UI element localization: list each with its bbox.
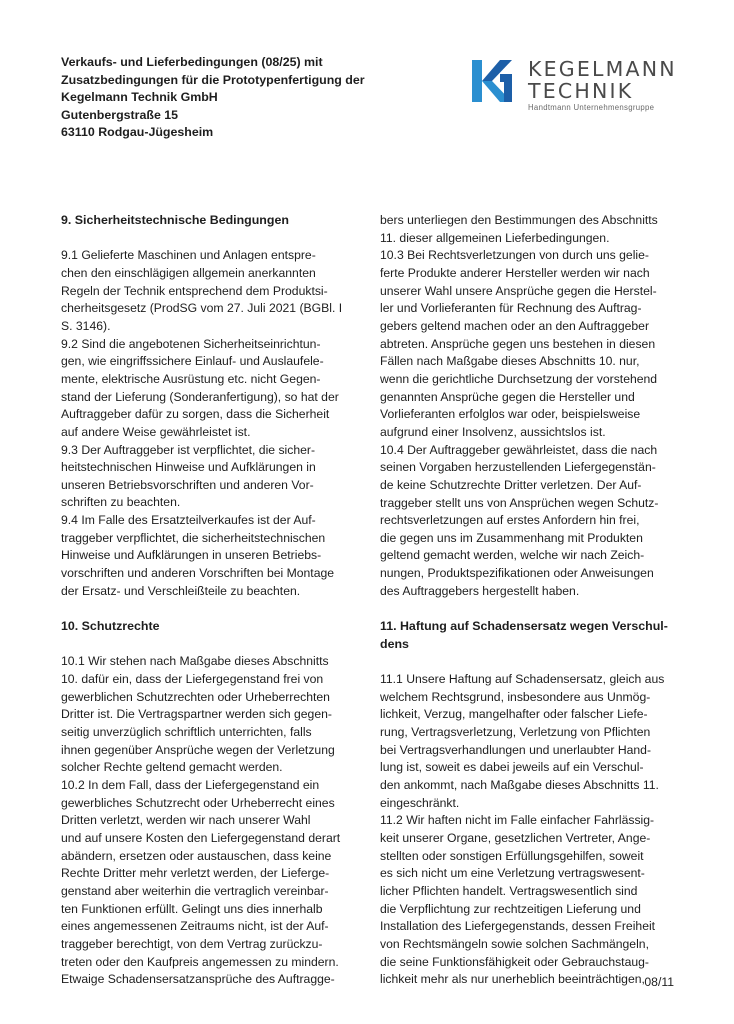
section-9-heading: 9. Sicherheitstechnische Bedingungen	[61, 213, 289, 227]
company-logo	[470, 56, 700, 112]
header-company-name: Kegelmann Technik GmbH	[61, 90, 218, 105]
header-title-line-2: Zusatzbedingungen für die Prototypenfertigung der	[61, 72, 365, 87]
paragraph-9-1: 9.1 Gelieferte Maschinen und Anlagen entspre- chen den einschlägigen allgemein anerkannten Regeln der Technik entsprechend dem Produktsi- cherheitsgesetz (ProdSG vom 27. Juli 2021 (BGBl. I S. 3146).	[61, 248, 343, 333]
section-11-heading: 11. Haftung auf Schadensersatz wegen Verschul- dens	[380, 619, 668, 651]
paragraph-9-4: 9.4 Im Falle des Ersatzteilverkaufes ist der Auf- traggeber verpflichtet, die sicherheitstechnischen Hinweise und Aufklärungen in unseren Betriebs- vorschriften und anderen Vorschriften bei Montage der Ersatz- und Verschleißteile zu beachten.	[61, 513, 335, 598]
right-column	[380, 212, 678, 989]
page-number: 08/11	[644, 975, 674, 989]
logo-word-kegelmann: KEGELMANN	[528, 57, 677, 81]
logo-word-technik: TECHNIK	[528, 79, 634, 103]
paragraph-10-4: 10.4 Der Auftraggeber gewährleistet, dass die nach seinen Vorgaben herzustellenden Liefergegenstän- de keine Schutzrechte Dritter verletzen. Der Auf- traggeber stellt uns von Ansprüchen wegen Schutz- rechtsverletzungen auf erstes Anfordern hin frei, die gegen uns im Zusammenhang mit Produkten geltend gemacht werden, welche wir nach Zeich- nungen, Produktspezifikationen oder Anweisungen des Auftraggebers hergestellt haben.	[380, 442, 659, 598]
paragraph-10-3: 10.3 Bei Rechtsverletzungen von durch uns gelie- ferte Produkte anderer Hersteller werden wir nach unserer Wahl unsere Ansprüche gegen die Herstel- ler und Vorlieferanten für Rechnung des Auftrag- gebers geltend machen oder an den Auftraggeber abtreten. Ansprüche gegen uns bestehen in diesen Fällen nach Maßgabe dieses Abschnitts 10. nur, wenn die gerichtliche Durchsetzung der vorstehend genannten Ansprüche gegen die Hersteller und Vorlieferanten erfolglos war oder, beispielsweise aufgrund einer Insolvenz, aussichtslos ist.	[380, 248, 658, 439]
header-city: 63110 Rodgau-Jügesheim	[61, 125, 214, 140]
document-header	[61, 54, 401, 142]
header-street: Gutenbergstraße 15	[61, 107, 179, 122]
logo-subtitle: Handtmann Unternehmensgruppe	[528, 103, 655, 112]
paragraph-11-1: 11.1 Unsere Haftung auf Schadensersatz, gleich aus welchem Rechtsgrund, insbesondere aus Unmög- lichkeit, Verzug, mangelhafter oder falscher Liefe- rung, Vertragsverletzung, Verletzung von Pflichten bei Vertragsverhandlungen und unerlaubter Hand- lung ist, soweit es dabei jeweils auf ein Verschul- den ankommt, nach Maßgabe dieses Abschnitts 11. eingeschränkt.	[380, 672, 665, 810]
section-10-heading: 10. Schutzrechte	[61, 619, 160, 634]
left-column	[61, 212, 353, 989]
paragraph-10-1: 10.1 Wir stehen nach Maßgabe dieses Abschnitts 10. dafür ein, dass der Liefergegenstand frei von gewerblichen Schutzrechten oder Urheberrechten Dritter ist. Die Vertragspartner werden sich gegen- seitig unverzüglich schriftlich unterrichten, falls ihnen gegenüber Ansprüche wegen der Verletzung solcher Rechte geltend gemacht werden.	[61, 654, 335, 775]
paragraph-9-2: 9.2 Sind die angebotenen Sicherheitseinrichtun- gen, wie eingriffssichere Einlauf- und Auslaufele- mente, elektrische Ausrüstung etc. nicht Gegen- stand der Lieferung (Sonderanfertigung), so hat der Auftraggeber dafür zu sorgen, dass die Sicherheit auf andere Weise gewährleistet ist.	[61, 336, 339, 439]
header-title-line-1: Verkaufs- und Lieferbedingungen (08/25) mit	[61, 55, 323, 69]
paragraph-10-2: 10.2 In dem Fall, dass der Liefergegenstand ein gewerbliches Schutzrecht oder Urheberrecht eines Dritten verletzt, werden wir nach unserer Wahl und auf unsere Kosten den Liefergegenstand derart abändern, ersetzen oder austauschen, dass keine Rechte Dritter mehr verletzt werden, der Lieferge- genstand aber weiterhin die vertraglich vereinbar- ten Funktionen erfüllt. Gelingt uns dies innerhalb eines angemessenen Zeitraums nicht, ist der Auf- traggeber berechtigt, von dem Vertrag zurückzu- treten oder den Kaufpreis angemessen zu mindern. Etwaige Schadensersatzansprüche des Auftragge-	[61, 777, 341, 987]
paragraph-9-3: 9.3 Der Auftraggeber ist verpflichtet, die sicher- heitstechnischen Hinweise und Aufklärungen in unseren Betriebsvorschriften und anderen Vor- schriften zu beachten.	[61, 442, 316, 510]
paragraph-11-2: 11.2 Wir haften nicht im Falle einfacher Fahrlässig- keit unserer Organe, gesetzlichen Vertreter, Ange- stellten oder sonstigen Erfüllungsgehilfen, soweit es sich nicht um eine Verletzung vertragswesent- licher Pflichten handelt. Vertragswesentlich sind die Verpflichtung zur rechtzeitigen Lieferung und Installation des Liefergegenstands, dessen Freiheit von Rechtsmängeln sowie solchen Sachmängeln, die seine Funktionsfähigkeit oder Gebrauchstaug- lichkeit mehr als nur unerheblich beeinträchtigen,	[380, 813, 656, 987]
paragraph-10-2-continued: bers unterliegen den Bestimmungen des Abschnitts 11. dieser allgemeinen Lieferbedingungen.	[380, 213, 658, 245]
kt-logo-icon	[470, 56, 518, 108]
